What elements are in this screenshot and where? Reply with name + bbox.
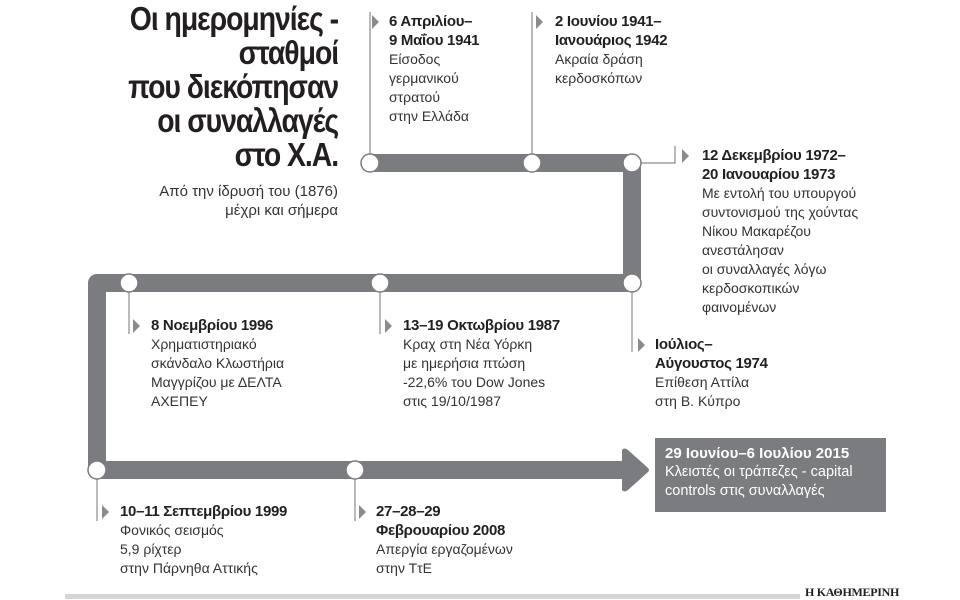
- event-text: Με εντολή του υπουργού: [702, 185, 857, 201]
- event-text: Απεργία εργαζομένων: [376, 541, 513, 557]
- arrowhead-icon: [622, 449, 649, 492]
- triangle-marker-icon: [638, 338, 645, 352]
- event-text: οι συναλλαγές λόγω: [702, 261, 827, 277]
- event-text: controls στις συναλλαγές: [665, 483, 825, 499]
- title-line: Οι ημερομηνίες -: [129, 0, 338, 37]
- timeline-node: [361, 154, 379, 172]
- title-line: στο Χ.Α.: [234, 136, 338, 173]
- connector-line: [641, 146, 675, 163]
- event-text: Ακραία δράση: [555, 51, 643, 67]
- event-date: 13–19 Οκτωβρίου 1987: [403, 317, 560, 334]
- timeline-event: [702, 146, 858, 317]
- timeline-event: [120, 502, 287, 578]
- event-text: Κραχ στη Νέα Υόρκη: [403, 336, 533, 352]
- event-date: 10–11 Σεπτεμβρίου 1999: [120, 503, 288, 520]
- triangle-marker-icon: [682, 149, 689, 163]
- event-text: Είσοδος: [389, 51, 441, 67]
- event-date: 12 Δεκεμβρίου 1972–: [702, 147, 846, 164]
- event-text: κερδοσκόπων: [555, 70, 643, 86]
- subtitle-line: Από την ίδρυσή του (1876): [159, 183, 338, 200]
- triangle-marker-icon: [385, 319, 392, 333]
- timeline-node: [346, 461, 364, 479]
- timeline-node: [623, 154, 641, 172]
- event-text: στην Ελλάδα: [389, 108, 469, 124]
- event-text: ανεστάλησαν: [702, 242, 784, 258]
- final-event-box: [655, 438, 886, 512]
- title-line: σταθμοί: [238, 34, 338, 71]
- timeline-node: [523, 154, 541, 172]
- triangle-marker-icon: [359, 505, 366, 519]
- timeline-node: [120, 274, 138, 292]
- event-date: 29 Ιουνίου–6 Ιουλίου 2015: [665, 445, 850, 462]
- timeline-event: [655, 335, 768, 411]
- event-text: στην ΤτΕ: [376, 560, 433, 576]
- timeline-event: [403, 316, 560, 411]
- event-text: ΑΧΕΠΕΥ: [151, 393, 208, 409]
- event-text: Νίκου Μακαρέζου: [702, 223, 811, 239]
- publisher-logo: Η ΚΑΘΗΜΕΡΙΝΗ: [805, 585, 900, 599]
- subtitle-line: μέχρι και σήμερα: [225, 202, 338, 219]
- timeline-node: [88, 461, 106, 479]
- event-text: Μαγγρίζου με ΔΕΛΤΑ: [151, 374, 282, 390]
- event-text: Χρηματιστηριακό: [151, 336, 257, 352]
- event-text: με ημερήσια πτώση: [403, 355, 526, 371]
- event-text: Κλειστές οι τράπεζες - capital: [665, 464, 853, 480]
- event-text: φαινομένων: [702, 299, 777, 315]
- timeline-event: [376, 502, 513, 578]
- title-line: οι συναλλαγές: [157, 102, 338, 139]
- timeline-event: [555, 12, 667, 88]
- event-date: 20 Ιανουαρίου 1973: [702, 166, 836, 183]
- event-date: Ιούλιος–: [655, 336, 713, 353]
- event-date: 9 Μαΐου 1941: [389, 32, 480, 49]
- connector-lines: [97, 12, 675, 521]
- triangle-marker-icon: [372, 15, 379, 29]
- event-text: γερμανικού: [389, 70, 459, 86]
- event-text: συντονισμού της χούντας: [702, 204, 859, 220]
- event-date: 27–28–29: [376, 503, 441, 520]
- timeline-event: [151, 316, 284, 411]
- triangle-marker-icon: [133, 319, 140, 333]
- event-date: Φεβρουαρίου 2008: [376, 522, 506, 539]
- event-text: στρατού: [389, 89, 441, 105]
- event-text: σκάνδαλο Κλωστήρια: [151, 355, 285, 371]
- event-text: κερδοσκοπικών: [702, 280, 800, 296]
- event-text: Επίθεση Αττίλα: [655, 374, 750, 390]
- title-line: που διεκόπησαν: [128, 68, 338, 105]
- footer-bar: [65, 594, 800, 599]
- triangle-marker-icon: [102, 505, 109, 519]
- event-text: στην Πάρνηθα Αττικής: [120, 560, 258, 576]
- triangle-marker-icon: [536, 15, 543, 29]
- event-text: στις 19/10/1987: [403, 393, 501, 409]
- event-text: -22,6% του Dow Jones: [403, 374, 546, 390]
- timeline-event: [389, 12, 479, 126]
- event-date: Ιανουάριος 1942: [555, 32, 668, 49]
- event-date: Αύγουστος 1974: [655, 355, 768, 372]
- event-date: 8 Νοεμβρίου 1996: [151, 317, 274, 334]
- event-date: 6 Απριλίου–: [389, 13, 473, 30]
- event-date: 2 Ιουνίου 1941–: [555, 13, 662, 30]
- event-text: Φονικός σεισμός: [120, 522, 224, 538]
- timeline-node: [623, 274, 641, 292]
- timeline-node: [371, 274, 389, 292]
- event-text: 5,9 ρίχτερ: [120, 541, 182, 557]
- event-text: στη Β. Κύπρο: [655, 393, 741, 409]
